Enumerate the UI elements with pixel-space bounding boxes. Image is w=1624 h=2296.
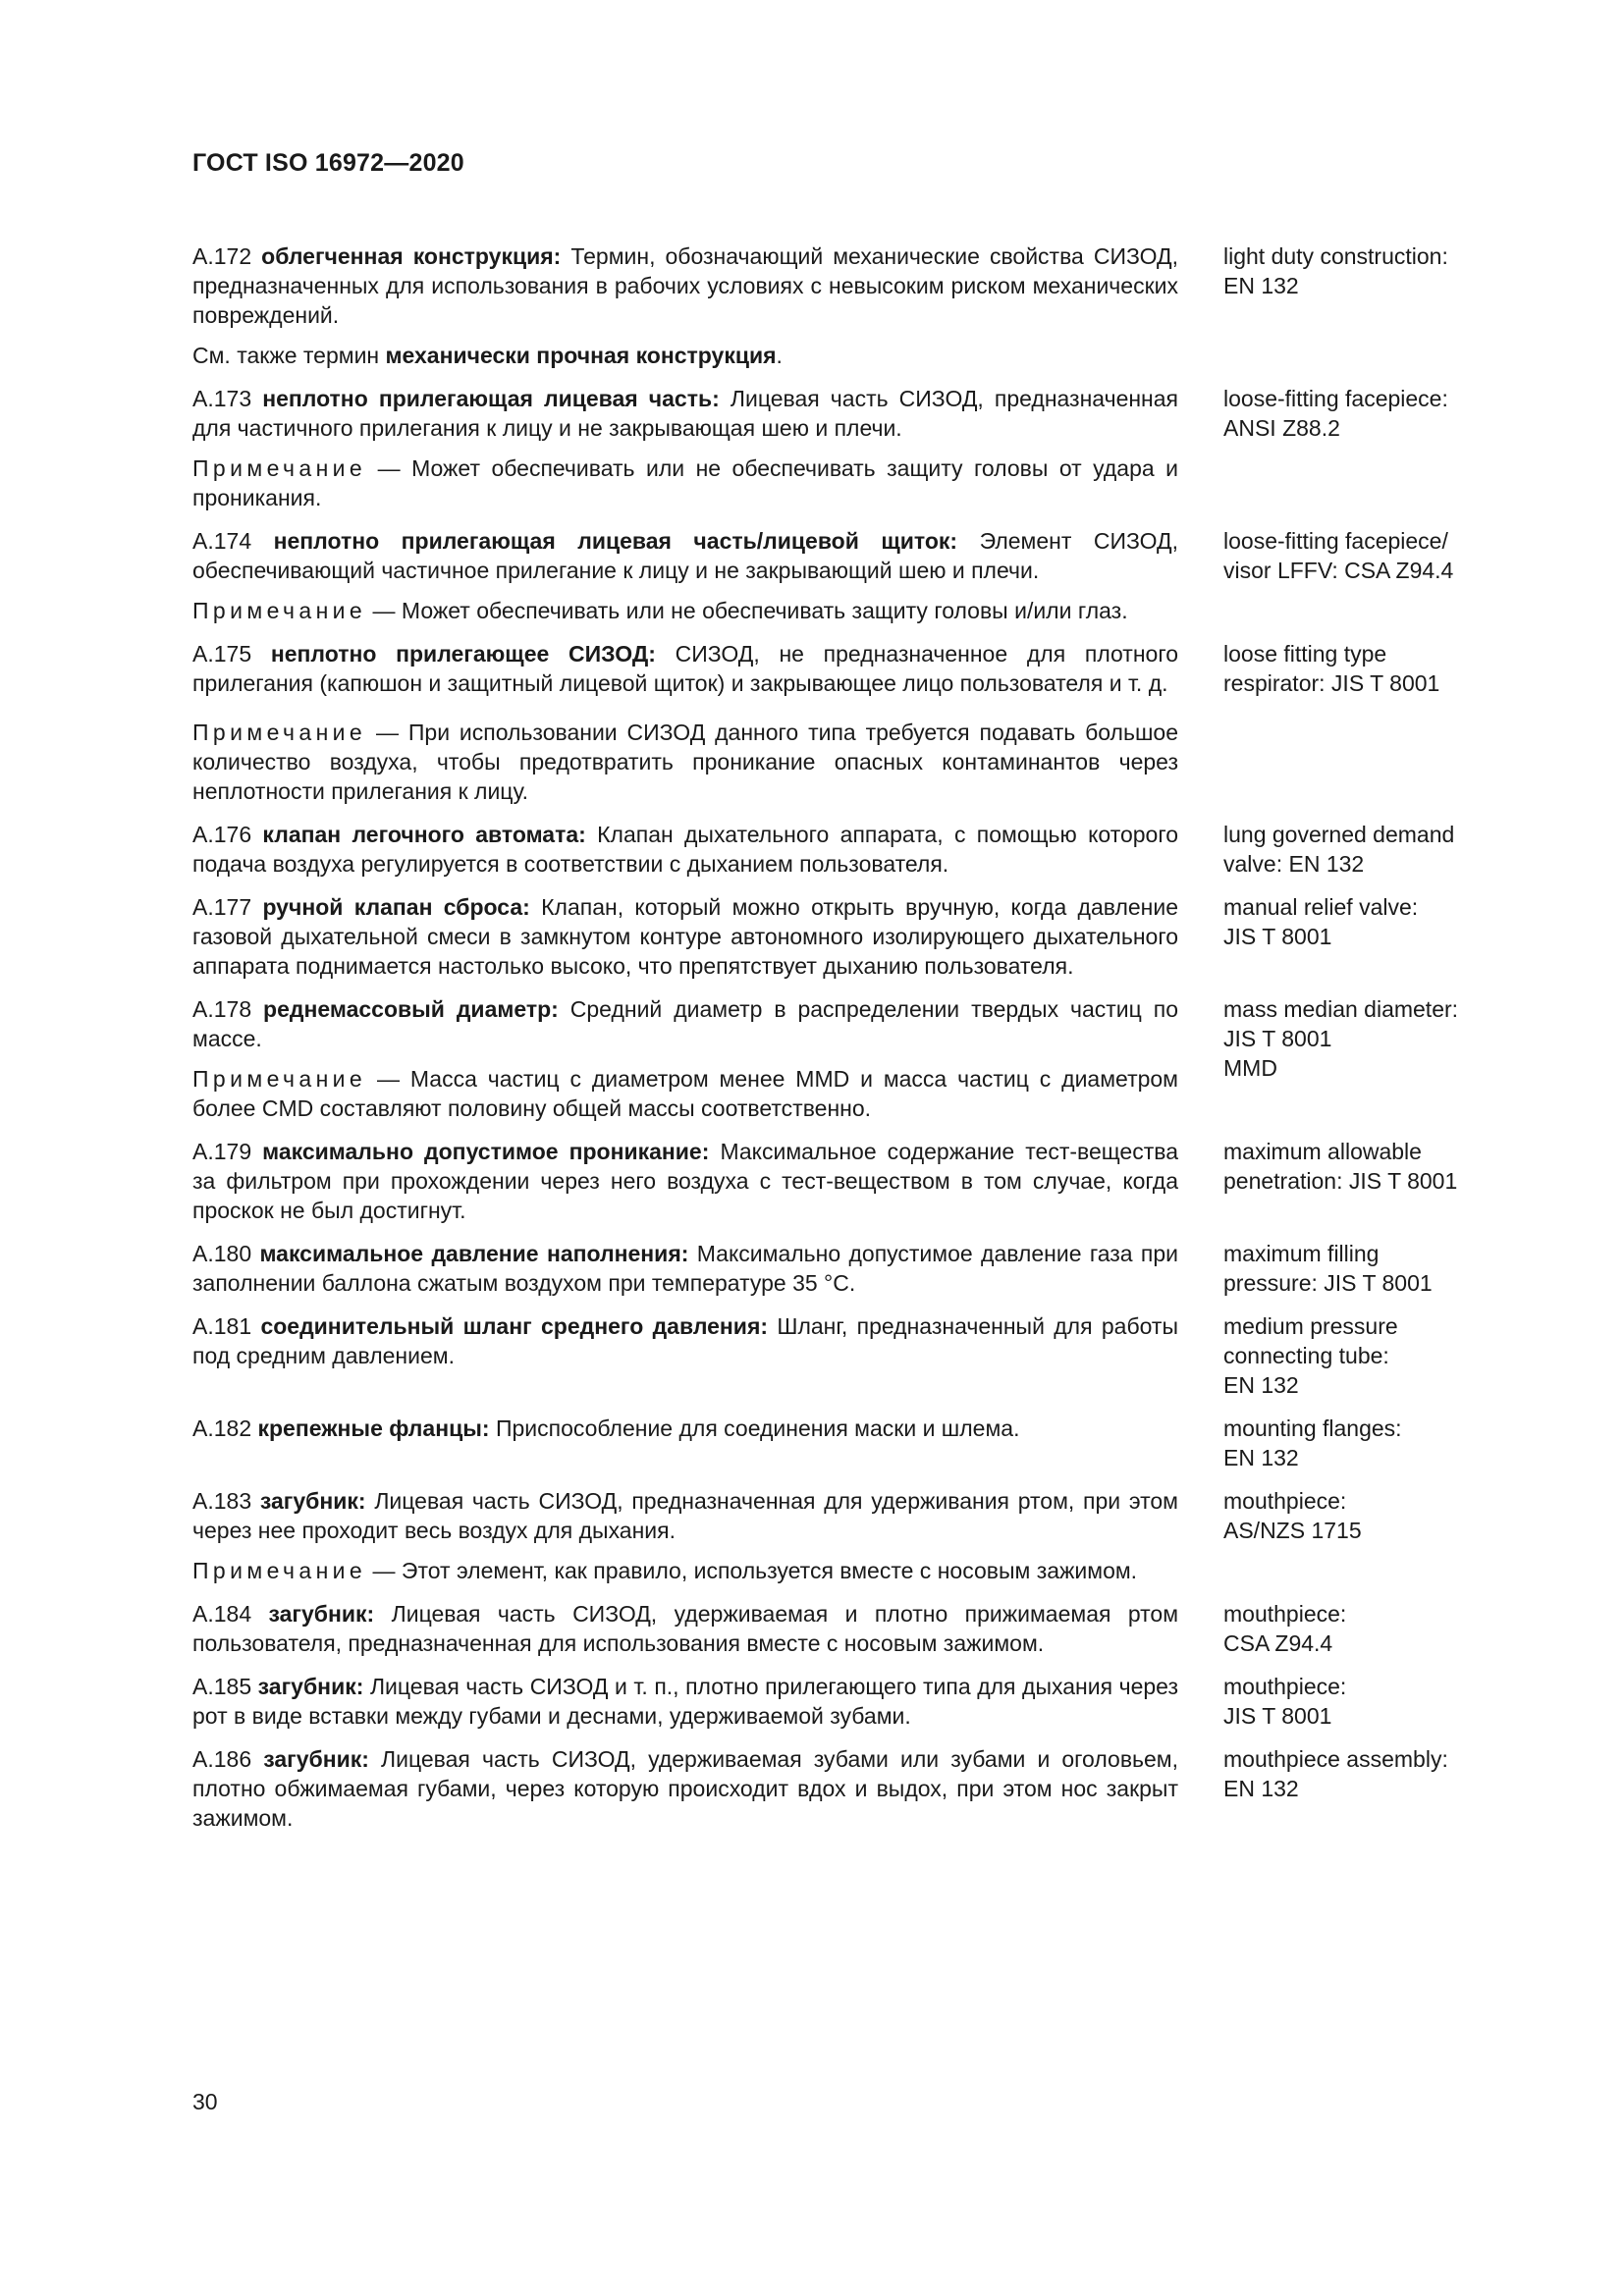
- entry-term: облегченная конструкция:: [261, 243, 562, 269]
- english-line: mouthpiece:: [1223, 1601, 1347, 1627]
- entry-number: А.181: [192, 1313, 252, 1339]
- english-line: CSA Z94.4: [1223, 1630, 1333, 1656]
- term-entry-a179: [192, 1137, 1498, 1225]
- entry-definition-text: Средний диаметр в распределении твердых частиц по массе.: [192, 996, 1178, 1051]
- entry-term: реднемассовый диаметр:: [263, 996, 559, 1022]
- term-entry-a180: [192, 1239, 1498, 1298]
- english-line: visor LFFV: CSA Z94.4: [1223, 558, 1454, 583]
- note-text: — Может обеспечивать или не обеспечивать защиту головы от удара и проникания.: [192, 455, 1178, 510]
- entry-term: ручной клапан сброса:: [262, 894, 530, 920]
- english-line: ANSI Z88.2: [1223, 415, 1340, 441]
- entry-russian-text: [192, 1137, 1178, 1225]
- english-line: EN 132: [1223, 1776, 1299, 1801]
- english-line: mouthpiece:: [1223, 1674, 1347, 1699]
- entry-definition: [192, 1414, 1178, 1443]
- english-line: EN 132: [1223, 273, 1299, 298]
- entry-number: А.180: [192, 1241, 252, 1266]
- entry-russian-text: [192, 1414, 1178, 1472]
- english-line: mouthpiece assembly:: [1223, 1746, 1448, 1772]
- english-line: mass median diameter:: [1223, 996, 1459, 1022]
- entry-note: [192, 596, 1178, 625]
- english-line: manual relief valve:: [1223, 894, 1419, 920]
- entry-definition-text: Шланг, предназначенный для работы под средним давлением.: [192, 1313, 1178, 1368]
- entry-russian-text: [192, 1744, 1178, 1833]
- entry-term: соединительный шланг среднего давления:: [260, 1313, 769, 1339]
- entry-russian-text: [192, 526, 1178, 625]
- english-line: loose fitting type: [1223, 641, 1387, 667]
- english-line: lung governed demand: [1223, 822, 1455, 847]
- entry-definition-text: Максимальное содержание тест-вещества за фильтром при прохождении через него воздуха с тест-веществом в том случае, когда проскок не был достигнут.: [192, 1139, 1179, 1223]
- entry-note: [192, 1064, 1178, 1123]
- entry-number: А.184: [192, 1601, 252, 1627]
- entry-number: А.177: [192, 894, 252, 920]
- entry-term: неплотно прилегающее СИЗОД:: [270, 641, 656, 667]
- entry-russian-text: [192, 820, 1178, 879]
- english-line: JIS T 8001: [1223, 1703, 1332, 1729]
- entry-term: клапан легочного автомата:: [262, 822, 586, 847]
- english-line: AS/NZS 1715: [1223, 1518, 1362, 1543]
- entry-english-equivalent: [1223, 1672, 1498, 1731]
- page-header: ГОСТ ISO 16972—2020: [192, 149, 464, 177]
- entry-english-equivalent: [1223, 526, 1498, 625]
- entry-russian-text: [192, 241, 1178, 370]
- entry-english-equivalent: [1223, 1486, 1498, 1585]
- english-line: loose-fitting facepiece:: [1223, 386, 1448, 411]
- english-line: connecting tube:: [1223, 1343, 1389, 1368]
- term-entry-a176: [192, 820, 1498, 879]
- entry-definition: [192, 1672, 1178, 1731]
- english-line: respirator: JIS T 8001: [1223, 670, 1440, 696]
- note-text: — Этот элемент, как правило, используется вместе с носовым зажимом.: [366, 1558, 1138, 1583]
- note-text: — Может обеспечивать или не обеспечивать защиту головы и/или глаз.: [366, 598, 1128, 623]
- term-entry-a175: [192, 639, 1498, 806]
- note-label: Примечание: [192, 720, 367, 745]
- note-label: Примечание: [192, 455, 367, 481]
- english-line: loose-fitting facepiece/: [1223, 528, 1448, 554]
- english-line: mounting flanges:: [1223, 1415, 1402, 1441]
- english-line: light duty construction:: [1223, 243, 1448, 269]
- term-entry-a177: [192, 892, 1498, 981]
- entry-russian-text: [192, 384, 1178, 512]
- term-entry-a181: [192, 1311, 1498, 1400]
- note-text: — Масса частиц с диаметром менее MMD и масса частиц с диаметром более CMD составляют половину общей массы соответственно.: [192, 1066, 1178, 1121]
- entry-russian-text: [192, 1486, 1178, 1585]
- entry-term: загубник:: [263, 1746, 369, 1772]
- entry-note: [192, 1556, 1178, 1585]
- entry-russian-text: [192, 892, 1178, 981]
- see-also-prefix: См. также термин: [192, 343, 380, 368]
- entry-term: неплотно прилегающая лицевая часть:: [262, 386, 720, 411]
- entry-number: А.186: [192, 1746, 252, 1772]
- english-line: mouthpiece:: [1223, 1488, 1347, 1514]
- entry-english-equivalent: [1223, 1239, 1498, 1298]
- english-line: JIS T 8001: [1223, 1026, 1332, 1051]
- entry-definition-text: Лицевая часть СИЗОД, предназначенная для удерживания ртом, при этом через нее проходит весь воздух для дыхания.: [192, 1488, 1178, 1543]
- term-entry-a184: [192, 1599, 1498, 1658]
- term-entry-a178: [192, 994, 1498, 1123]
- entry-definition-text: Максимально допустимое давление газа при заполнении баллона сжатым воздухом при температуре 35 °С.: [192, 1241, 1179, 1296]
- english-line: EN 132: [1223, 1445, 1299, 1470]
- english-line: JIS T 8001: [1223, 924, 1332, 949]
- entry-english-equivalent: [1223, 639, 1498, 806]
- entry-definition: [192, 1744, 1178, 1833]
- entry-number: А.178: [192, 996, 252, 1022]
- term-entries: [192, 241, 1498, 1846]
- entry-english-equivalent: [1223, 994, 1498, 1123]
- term-entry-a183: [192, 1486, 1498, 1585]
- entry-english-equivalent: [1223, 1599, 1498, 1658]
- entry-definition: [192, 1239, 1178, 1298]
- entry-english-equivalent: [1223, 384, 1498, 512]
- entry-number: А.175: [192, 641, 252, 667]
- entry-number: А.174: [192, 528, 252, 554]
- note-label: Примечание: [192, 1066, 367, 1092]
- entry-definition-text: Лицевая часть СИЗОД, удерживаемая зубами или зубами и оголовьем, плотно обжимаемая губами, через которую происходит вдох и выдох, при этом нос закрыт зажимом.: [192, 1746, 1179, 1831]
- term-entry-a182: [192, 1414, 1498, 1472]
- entry-term: загубник:: [268, 1601, 375, 1627]
- english-line: EN 132: [1223, 1372, 1299, 1398]
- entry-definition-text: Элемент СИЗОД, обеспечивающий частичное прилегание к лицу и не закрывающий шею и плечи.: [192, 528, 1178, 583]
- entry-definition: [192, 1311, 1178, 1370]
- entry-english-equivalent: [1223, 1311, 1498, 1400]
- entry-definition-text: Клапан, который можно открыть вручную, когда давление газовой дыхательной смеси в замкнутом контуре автономного изолирующего дыхательного аппарата поднимается настолько высоко, что препятствует дыханию пользователя.: [192, 894, 1179, 979]
- entry-russian-text: [192, 639, 1178, 806]
- entry-definition: [192, 892, 1178, 981]
- note-text: — При использовании СИЗОД данного типа требуется подавать большое количество воздуха, чтобы предотвратить проникание опасных контаминантов через неплотности прилегания к лицу.: [192, 720, 1178, 804]
- entry-english-equivalent: [1223, 241, 1498, 370]
- english-line: valve: EN 132: [1223, 851, 1365, 877]
- entry-term: максимальное давление наполнения:: [259, 1241, 689, 1266]
- entry-definition: [192, 526, 1178, 585]
- entry-number: А.182: [192, 1415, 252, 1441]
- note-label: Примечание: [192, 598, 367, 623]
- english-line: penetration: JIS T 8001: [1223, 1168, 1458, 1194]
- entry-note: [192, 718, 1178, 806]
- entry-number: А.185: [192, 1674, 252, 1699]
- entry-definition: [192, 241, 1178, 330]
- term-entry-a172: [192, 241, 1498, 370]
- entry-russian-text: [192, 1311, 1178, 1400]
- entry-definition-text: Лицевая часть СИЗОД, предназначенная для частичного прилегания к лицу и не закрывающая шею и плечи.: [192, 386, 1179, 441]
- see-also-term: механически прочная конструкция: [385, 343, 777, 368]
- entry-russian-text: [192, 994, 1178, 1123]
- entry-definition: [192, 1137, 1178, 1225]
- entry-number: А.179: [192, 1139, 252, 1164]
- entry-russian-text: [192, 1672, 1178, 1731]
- entry-number: А.172: [192, 243, 252, 269]
- entry-definition: [192, 639, 1178, 698]
- entry-definition-text: Лицевая часть СИЗОД и т. п., плотно прилегающего типа для дыхания через рот в виде вставки между губами и деснами, удерживаемой зубами.: [192, 1674, 1178, 1729]
- entry-english-equivalent: [1223, 820, 1498, 879]
- entry-definition-text: СИЗОД, не предназначенное для плотного прилегания (капюшон и защитный лицевой щиток) и закрывающее лицо пользователя и т. д.: [192, 641, 1178, 696]
- english-line: MMD: [1223, 1055, 1277, 1081]
- entry-note: [192, 454, 1178, 512]
- note-label: Примечание: [192, 1558, 367, 1583]
- english-line: medium pressure: [1223, 1313, 1398, 1339]
- entry-term: крепежные фланцы:: [257, 1415, 490, 1441]
- english-line: maximum allowable: [1223, 1139, 1422, 1164]
- entry-see-also: [192, 341, 1178, 370]
- entry-term: загубник:: [257, 1674, 364, 1699]
- entry-english-equivalent: [1223, 1137, 1498, 1225]
- entry-definition-text: Термин, обозначающий механические свойства СИЗОД, предназначенных для использования в рабочих условиях с невысоким риском механических повреждений.: [192, 243, 1178, 328]
- entry-russian-text: [192, 1599, 1178, 1658]
- entry-number: А.176: [192, 822, 252, 847]
- entry-term: максимально допустимое проникание:: [262, 1139, 710, 1164]
- entry-definition: [192, 820, 1178, 879]
- see-also-suffix: .: [776, 343, 783, 368]
- entry-definition: [192, 384, 1178, 443]
- term-entry-a185: [192, 1672, 1498, 1731]
- entry-number: А.183: [192, 1488, 252, 1514]
- entry-number: А.173: [192, 386, 252, 411]
- entry-russian-text: [192, 1239, 1178, 1298]
- entry-term: неплотно прилегающая лицевая часть/лицевой щиток:: [273, 528, 958, 554]
- term-entry-a186: [192, 1744, 1498, 1833]
- entry-term: загубник:: [259, 1488, 366, 1514]
- term-entry-a174: [192, 526, 1498, 625]
- entry-english-equivalent: [1223, 1744, 1498, 1833]
- term-entry-a173: [192, 384, 1498, 512]
- english-line: maximum filling: [1223, 1241, 1380, 1266]
- entry-definition: [192, 1486, 1178, 1545]
- entry-english-equivalent: [1223, 1414, 1498, 1472]
- entry-definition-text: Клапан дыхательного аппарата, с помощью которого подача воздуха регулируется в соответствии с дыханием пользователя.: [192, 822, 1179, 877]
- entry-definition: [192, 994, 1178, 1053]
- entry-english-equivalent: [1223, 892, 1498, 981]
- page-number: 30: [192, 2089, 218, 2114]
- entry-definition-text: Лицевая часть СИЗОД, удерживаемая и плотно прижимаемая ртом пользователя, предназначенная для использования вместе с носовым зажимом.: [192, 1601, 1179, 1656]
- english-line: pressure: JIS T 8001: [1223, 1270, 1433, 1296]
- entry-definition: [192, 1599, 1178, 1658]
- entry-definition-text: Приспособление для соединения маски и шлема.: [495, 1415, 1020, 1441]
